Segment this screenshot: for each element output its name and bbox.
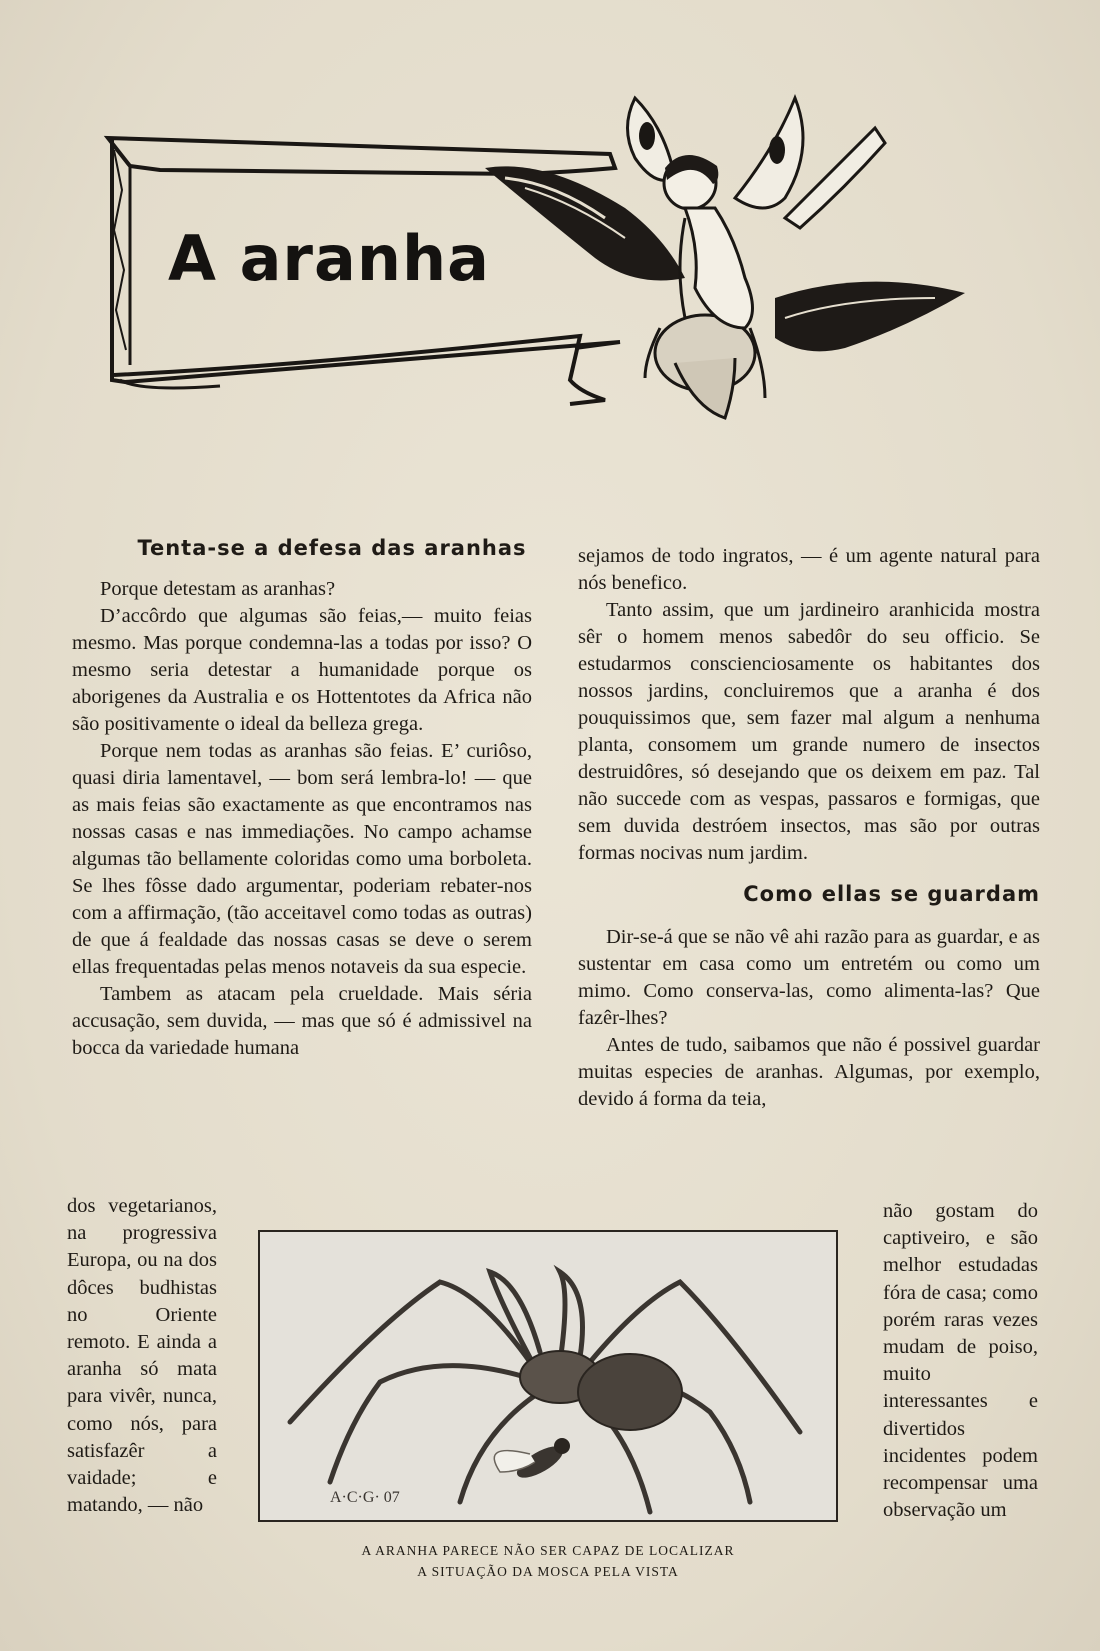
paragraph: dos vegetarianos, na progressiva Europa, ou na dos dôces budhistas no Oriente remoto. E ainda a aranha só mata para vivêr, nunca, como nós, para satisfazêr a vaidade; e matando, — não xyxy=(67,1195,217,1517)
paragraph: Tanto assim, que um jardineiro aranhicida mostra sêr o homem menos sabedôr do seu officio. Se estudarmos conscienciosamente os habitantes dos nossos jardins, concluiremos que a aranha é dos pouquissimos que, sem fazer mal algum a nenhuma planta, consomem um grande numero de insectos destruidôres, só desejando que os deixem em paz. Tal não succede com as vespas, passaros e formigas, que sem duvida destróem insectos, mas são por outras formas nocivas num jardim. xyxy=(578,599,1040,864)
paragraph: Porque detestam as aranhas? xyxy=(100,578,336,600)
article-title: A aranha xyxy=(168,222,490,295)
paragraph: D’accôrdo que algumas são feias,— muito feias mesmo. Mas porque condemna-las a todas por isso? O mesmo seria detestar a humanidade porque os aborigenes da Australia e os Hottentotes da Africa não são positivamente o ideal da belleza grega. xyxy=(72,605,532,735)
spider-and-fly-illustration xyxy=(258,1230,838,1522)
left-narrow-column xyxy=(67,1193,217,1519)
right-narrow-column xyxy=(883,1198,1038,1524)
section-heading-keeping: Como ellas se guardam xyxy=(743,882,1040,906)
paragraph: Antes de tudo, saibamos que não é possivel guardar muitas especies de aranhas. Algumas, por exemplo, devido á forma da teia, xyxy=(578,1034,1040,1110)
caption-line: A SITUAÇÃO DA MOSCA PELA VISTA xyxy=(417,1564,679,1579)
paragraph: sejamos de todo ingratos, — é um agente natural para nós benefico. xyxy=(578,545,1040,594)
right-column xyxy=(578,543,1040,1113)
paragraph: Tambem as atacam pela crueldade. Mais séria accusação, sem duvida, — mas que só é admissivel na bocca da variedade humana xyxy=(72,983,532,1059)
fairy-on-bird-illustration xyxy=(485,88,1015,448)
artist-signature: A·C·G· 07 xyxy=(330,1489,400,1506)
paragraph: Dir-se-á que se não vê ahi razão para as guardar, e as sustentar em casa como um entretém ou como um mimo. Como conserva-las, como alimenta-las? Que fazêr-lhes? xyxy=(578,926,1040,1029)
paragraph: Porque nem todas as aranhas são feias. E’ curiôso, quasi diria lamentavel, — bom será lembra-lo! — que as mais feias são exactamente as que encontramos nas nossas casas e nas immediações. No campo achamse algumas tão bellamente coloridas como uma borboleta. Se lhes fôsse dado argumentar, poderiam rebater-nos com a affirmação, (tão acceitavel como todas as outras) de que á fealdade das nossas casas se deve o serem ellas frequentadas pelas menos notaveis da sua especie. xyxy=(72,740,532,978)
caption-line: A ARANHA PARECE NÃO SER CAPAZ DE LOCALIZAR xyxy=(361,1543,735,1558)
paragraph: não gostam do captiveiro, e são melhor estudadas fóra de casa; como porém raras vezes mudam de poiso, muito interessantes e divertidos incidentes podem recompensar uma observação um xyxy=(883,1200,1038,1522)
image-caption xyxy=(258,1540,838,1582)
left-column xyxy=(72,535,532,1062)
section-heading-defense: Tenta-se a defesa das aranhas xyxy=(137,536,527,560)
